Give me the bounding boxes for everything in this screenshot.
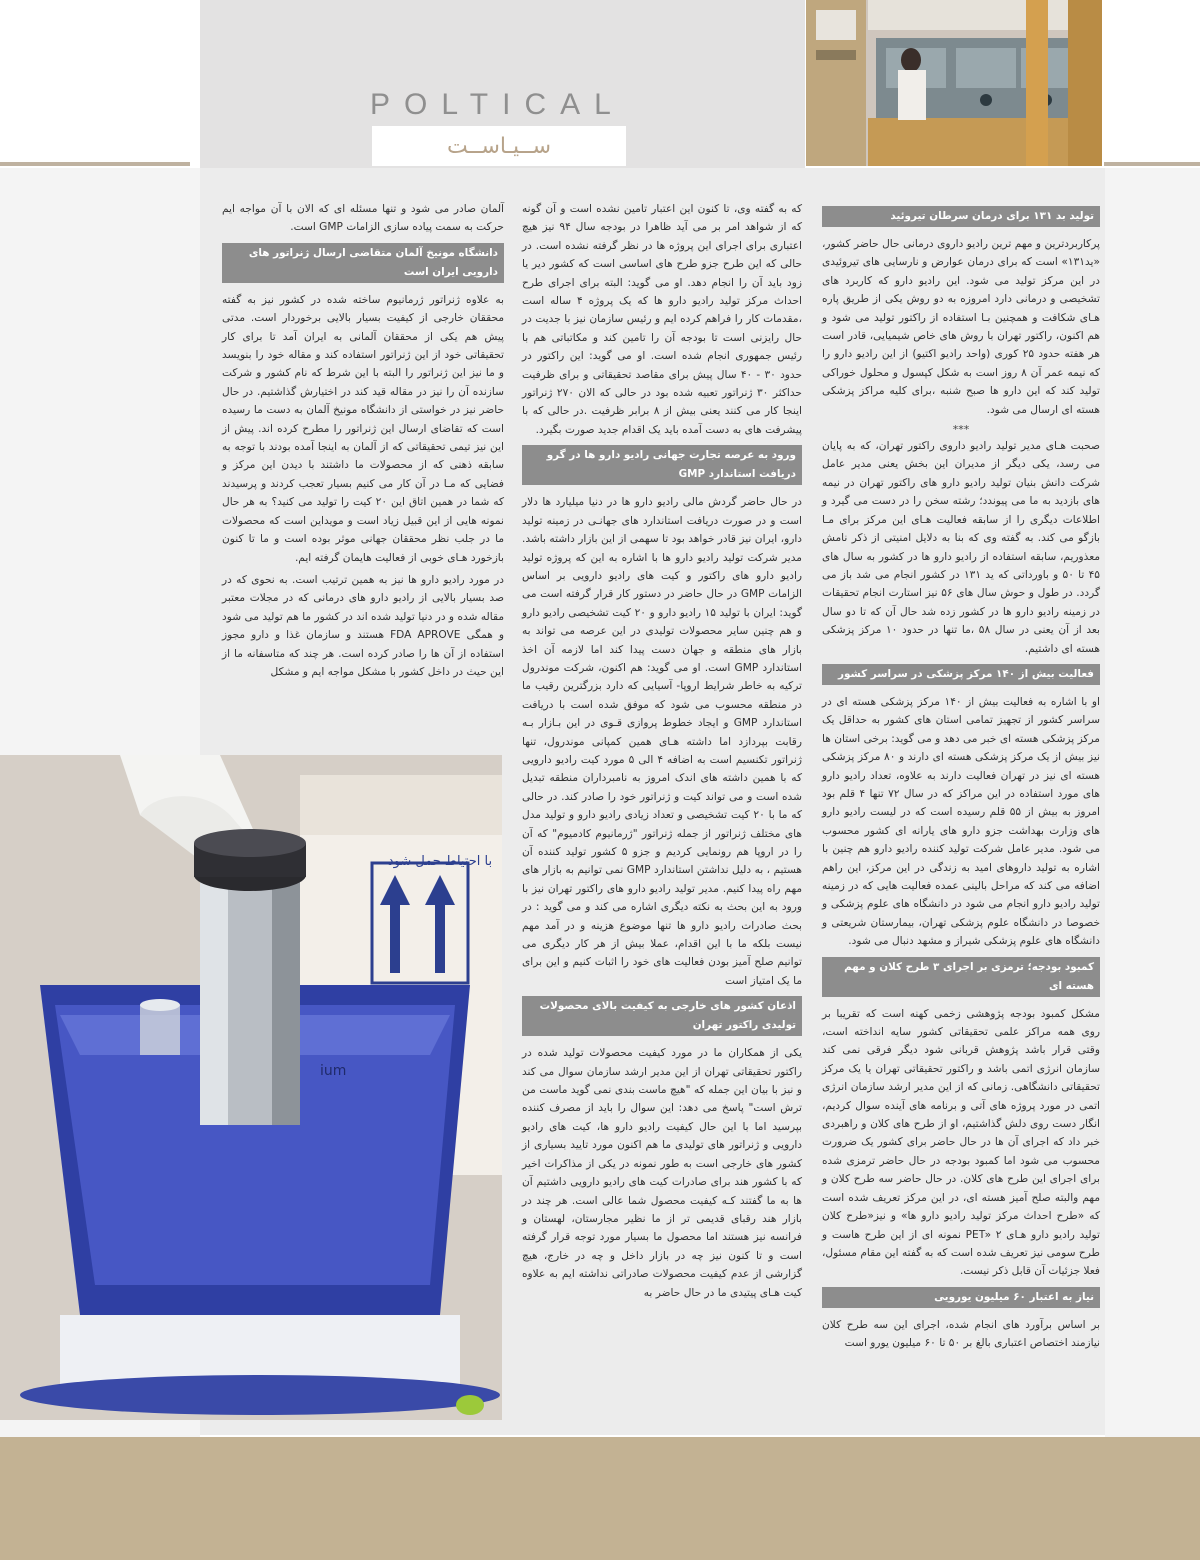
heading-gmp-standard: ورود به عرصه تجارت جهانی رادیو دارو ها در گرو دریافت استاندارد GMP [522,445,802,485]
footer-band [0,1437,1200,1560]
heading-munich-university: دانشگاه مونیخ آلمان متقاضی ارسال ژنراتور های دارویی ایران است [222,243,504,283]
header-rule-left [0,162,190,166]
section-title-en: POLTICAL [370,88,625,121]
paragraph: مشکل کمبود بودجه پژوهشی زخمی کهنه است که تقریبا بر روی همه مراکز علمی تحقیقاتی کشور سایه انداخته است، وقتی قرار باشد پژوهش قربانی شود دیگر فرقی نمی کند سازمان انرژی اتمی باشد و راکتور تحقیقاتی تهران یا یک مرکز تحقیقاتی دانشگاهی. زمانی که از این مدیر ارشد سازمان انرژی اتمی در مورد پروژه های آتی و برنامه های آینده سوال کردیم، انگار دست روی دلش گذاشتیم، او از طرح های کلان و راهبردی خبر داد که اجرای آن ها در حال حاضر برای کشور یک ضرورت محسوب می شود اما کمبود بودجه در حال حاضر ترمزی شده برای اجرای این طرح های کلان. در حال حاضر سه طرح کلان و مهم والبته صلح آمیز هسته ای، در این مرکز تعریف شده است که «طرح احداث مرکز تولید رادیو دارو ها» و نیز«طرح کلان تولید رادیو دارو هـای PET» ۲ نمونه ای از این طرح هاست و طرح سومی نیز تعریف شده است که به گفته این مقام مسئول، فعلا جزئیات آن قابل ذکر نیست. [822,1007,1100,1278]
header-rule-right [1104,162,1200,166]
paragraph: یکی از همکاران ما در مورد کیفیت محصولات تولید شده در راکتور تحقیقاتی تهران از این مدیر ارشد سازمان سوال می کند و نیز با بیان این جمله که "هیچ ماست بندی نمی گوید ماست من ترش است" پاسخ می دهد: این سوال را باید از مصرف کننده بپرسید اما با این حال کیفیت رادیو دارو ها، کیت های رادیو دارویی و ژنراتور های تولیدی ما هم اکنون مورد تایید بسیاری از کشور های خارجی است به طور نمونه در یکی از مذاکرات اخیر که با کشور هند برای صادرات کیت های رادیو دارویی داشتیم آن ها به ما گفتند کـه کیفیت محصول شما عالی است. هر چند در بازار هند رقبای قدیمی تر از ما نظیر مجارستان، لهستان و فرانسه نیز هستند اما محصول ما بسیار مورد توجه قرار گرفته است و تا کنون نیز چه در بازار داخل و چه در خارج، هیچ گزارشی از عدم کیفیت محصولات صادراتی نداشته ایم به علاوه کیت هـای پیتیدی ما در حال حاضر به [522,1047,802,1299]
separator-stars: *** [952,423,970,437]
generator-photo [0,755,502,1420]
column-left [222,200,504,685]
column-right [822,200,1100,1357]
heading-60-million-euro: نیاز به اعتبار ۶۰ میلیون یورویی [822,1287,1100,1308]
lab-photo [806,0,1102,166]
paragraph: بر اساس برآورد های انجام شده، اجرای این سه طرح کلان نیازمند اختصاص اعتباری بالغ بر ۵۰ تا ۶۰ میلیون یورو است [822,1318,1100,1350]
heading-iodine-131: تولید بد ۱۳۱ برای درمان سرطان تیروئید [822,206,1100,227]
column-middle [522,200,802,1306]
heading-budget-shortage: کمبود بودجه؛ ترمزی بر اجرای ۳ طرح کلان و مهم هسته ای [822,957,1100,997]
paragraph: در حال حاضر گردش مالی رادیو دارو ها در دنیا میلیارد ها دلار است و در صورت دریافت استاندارد های جهانـی در زمینه تولید دارو، ایران نیز قادر خواهد بود تا سهمی از این بازار داشته باشد. مدیر شرکت تولید رادیو دارو ها با اشاره به این که پروژه تولید رادیو دارو های راکتور و کیت های رادیو دارویی بر اساس الزامات GMP در حال حاضر در دستور کار قرار گرفته است می گوید: ایران با تولید ۱۵ رادیو دارو و ۲۰ کیت تشخیصی رادیو دارو و هم چنین سایر محصولات تولیدی در این عرصه می تواند به بازار های منطقه و جهان دست پیدا کند اما لازمه آن اخذ استاندارد GMP است. او می گوید: هم اکنون، شرکت موندرول ترکیه به خاطر شرایط اروپا- آسیایی که دارد بزرگترین رقیب ما در منطقه محسوب می شود که موفق شده است با دریافت استاندارد GMP و ایجاد خطوط پروازی قـوی در این بـازار بـه رقابت بپردازد اما داشته هـای همین کمپانی موندرول، تنها ژنراتور تکنسیم است به اضافه ۴ الی ۵ مورد کیت رادیو دارویی که با همین داشته های اندک امروز به نامبرداران منطقه تبدیل شده است و می تواند کیت و ژنراتور خود را صادر کند. در حالی که ما با ۲۰ کیت تشخیصی و تعداد زیادی رادیو دارو و تولید مدل های مختلف ژنراتور از جمله ژنراتور "ژرمانیوم کادمیوم" که آن را در اروپا هم رونمایی کردیم و جزو ۵ کشور تولید کننده آن هستیم ، به دلیل نداشتن استاندارد GMP نمی توانیم به بازار های مهم راه پیدا کنیم. مدیر تولید رادیو دارو های راکتور تهران نیز با ورود به این بحث به نکته دیگری اشاره می کند و می گوید : در بحث صادرات رادیو دارو ها تنها موضوع هزینه و در آمد مهم نیست بلکه ما با این اقدام، عملا بیش از هر کار دیگری می توانیم صلح آمیز بودن فعالیت های خود را اثبات کنیم و این برای ما یک امتیاز است [522,496,802,987]
section-title-fa: ســیـاســت [446,134,552,159]
paragraph: به علاوه ژنراتور ژرمانیوم ساخته شده در کشور نیز به گفته محققان خارجی از کیفیت بسیار بالایی برخوردار است. مدتی پیش هم یکی از محققان آلمانی به ایران آمد تا برای کار تحقیقاتی خود از این ژنراتور استفاده کند و مقاله خود را بنویسد و ما نیز این ژنراتور را البته با این شرط که نام کشور و شرکت سازنده آن را نیز در مقاله قید کند در اختیارش گذاشتیم. در حال حاضر نیز در خواستی از دانشگاه مونیخ آلمان به دست ما رسیده است که تقاضای ارسال این ژنراتور را مطرح کرده اند. پیش از این نیز تیمی تحقیقاتی که از آلمان به اینجا آمده بودند با توجه به سابقه ذهنی که از محصولات ما داشتند با دیدن این مرکز و فضایی که مـا در آن کار می کنیم بسیار تعجب کردند و پرسیدند که شما در همین اتاق این ۲۰ کیت را تولید می کنید؟ به هر حال نمونه هایی از این قبیل زیاد است و مویداین است که محصولات ما در جلب نظر محققان جهانی موثر بوده است و ما تا کنون بازخورد هـای خوبی از فعالیت هایمان گرفته ایم. [222,293,504,564]
paragraph: آلمان صادر می شود و تنها مسئله ای که الان با آن مواجه ایم حرکت به سمت پیاده سازی الزامات GMP است. [222,203,504,234]
box-label: با احتیاط حمل شود [387,854,493,869]
right-margin [1105,168,1200,1560]
heading-foreign-quality: اذعان کشور های خارجی به کیفیت بالای محصولات تولیدی راکتور تهران [522,996,802,1036]
heading-140-centers: فعالیت بیش از ۱۴۰ مرکز پزشکی در سراسر کشور [822,664,1100,685]
paragraph: پرکاربردترین و مهم ترین رادیو داروی درمانی حال حاضر کشور، «ید۱۳۱» است که برای درمان عوارض و نارسایی های تیروئیدی در این مرکز تولید می شود. این رادیو دارو که کاربرد های تشخیصی و درمانی دارد امروزه به دو روش یکی از طریق پاره هـای شکافت و همچنین بـا استفاده از راکتور تولید می شود و هم اکنون، راکتور تهران با روش های خاص شیمیایی، قادر است هر هفته حدود ۲۵ کوری (واحد رادیو اکتیو) از این رادیو دارو را که نیمه عمر آن ۸ روز است به شکل کپسول و محلول خوراکی تولید کند که این دارو ها صبح شنبه ،برای کلیه مراکز پزشکی هسته ای ارسال می شود. [822,238,1100,416]
paragraph: صحبت هـای مدیر تولید رادیو داروی راکتور تهران، که به پایان می رسد، یکی دیگر از مدیران این بخش یعنی مدیر عامل شرکت دانش بنیان تولید رادیو دارو های راکتور تهران در نیمه های بازدید به ما می پیوندد؛ رشته سخن را در دست می گیرد و اطلاعات دیگری را از سابقه فعالیت هـای این مرکز برای مـا بازگو می کند. به گفته وی که بنا به دلایل امنیتی از ذکر نامش معذوریم، سابقه استفاده از رادیو دارو ها در کشور به سال های ۴۵ تا ۵۰ و باورداتی که ید ۱۳۱ در کشور انجام می شد باز می گردد. در طول و حوش سال های ۵۶ نیز استارت انجام تحقیقات در زمینه رادیو دارو ها در کشور زده شد حال آن که تا دو سال بعد از آن یعنی در سال ۵۸ ،ما تنها در حدود ۱۰ مرکز پزشکی هسته ای داشتیم. [822,440,1100,655]
paragraph: که به گفته وی، تا کنون این اعتبار تامین نشده است و آن گونه که از شواهد امر بر می آید ظاهرا در بودجه سال ۹۴ نیز هیچ اعتباری برای اجرای این پروژه ها در نظر گرفته نشده است. در حالی که این طرح جزو طرح های اساسی است که کشور دیر یا زود باید آن را انجام دهد. او می گوید: البته برای اجرای طرح احداث مرکز تولید رادیو دارو ها که یک پروژه ۴ ساله است ،مقدمات کار را فراهم کرده ایم و رئیس سازمان نیز با جدیت در حال رایزنی است تا بودجه آن را تامین کند و مکاتباتی هم با رئیس جمهوری انجام شده است. او می گوید: این راکتور در حدود ۳۰ - ۴۰ سال پیش برای مقاصد تحقیقاتی و برای ظرفیت حداکثر ۳۰ ژنراتور تعبیه شده بود در حالی که الان ۲۷۰ ژنراتور اینجا کار می کنند یعنی بیش از ۸ برابر ظرفیت .در حالی که با پیشرفت های به دست آمده باید یک اقدام جدید صورت بگیرد. [522,203,803,436]
device-label: ium [320,1063,347,1079]
paragraph: او با اشاره به فعالیت بیش از ۱۴۰ مرکز پزشکی هسته ای در سراسر کشور از تجهیز تمامی استان های کشور به حداقل یک مرکز پزشکی هسته ای خبر می دهد و می گوید: برخی استان ها نیز بیش از یک مرکز پزشکی هسته ای دارند و ۸۰ مرکز پزشکی هسته ای نیز در تهران فعالیت دارند به علاوه، تعداد رادیو دارو های مورد استفاده در این مراکز که در سال ۷۲ تنها ۴ قلم بود امروز به بیش از ۵۵ قلم رسیده است که در لیست رادیو دارو های وزارت بهداشت جزو دارو های یارانه ای کشور محسوب می شود. مدیر عامل شرکت تولید کننده رادیو دارو هم چنین با اشاره به تولید داروهای امید به زندگی در این مرکز، این راهم اضافه می کند که مراحل بالینی عمده فعالیت هایی که در زمینه تولید رادیو دارو انجام می شود در دانشگاه های علوم پزشکی و خصوصا در دانشگاه علوم پزشکی تهران، بیمارستان شریعتی و دانشگاه های علوم پزشکی شیراز و مشهد دنبال می شود. [822,695,1100,948]
paragraph: در مورد رادیو دارو ها نیز به همین ترتیب است. به نحوی که در صد بسیار بالایی از رادیو دارو های درمانی که در مجلات معتبر مقاله شده و در دنیا تولید شده اند در کشور ما هم تولید می شود و همگی FDA APROVE هستند و سازمان غذا و دارو مجوز استفاده از آن ها را صادر کرده است. هر چند که متاسفانه ما از این حیث در داخل کشور با مشکل مواجه ایم و مشکل [222,573,504,678]
